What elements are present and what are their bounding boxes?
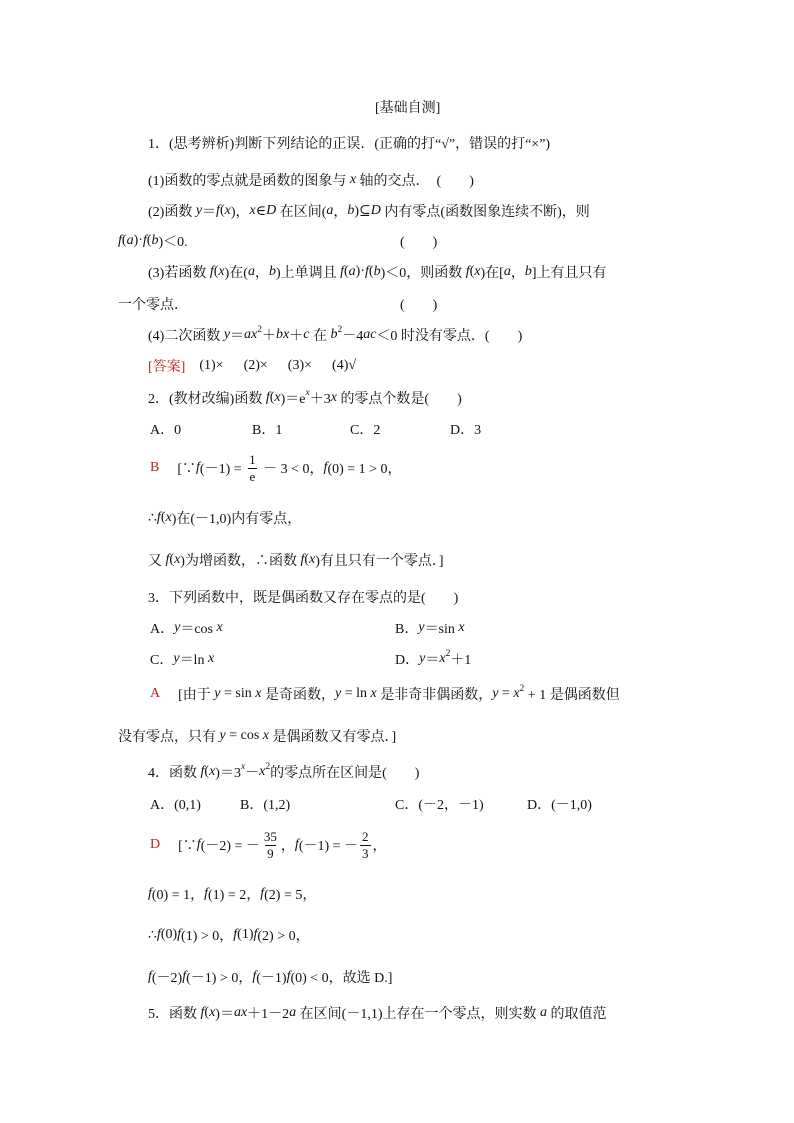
math-variable: f: [300, 552, 305, 567]
answer-item: (4)√: [332, 358, 357, 373]
text-run: ＋: [289, 329, 304, 344]
math-variable: x: [330, 390, 337, 405]
q1-statement-2-answer-blank: ( ): [400, 235, 438, 250]
fraction: [262, 829, 279, 862]
q3-option-b: [395, 618, 465, 638]
math-variable: a: [247, 264, 255, 279]
text-run: (－1) = －: [298, 839, 359, 854]
answer-item: (2)×: [243, 358, 268, 373]
q4-solution-line-4: [148, 967, 392, 987]
text-run: )·: [133, 233, 143, 248]
text-run: (1) > 0，: [181, 929, 234, 944]
text-run: (: [204, 764, 210, 779]
text-run: ，: [372, 839, 387, 854]
text-run: + 1 是偶函数但: [524, 688, 620, 703]
text-run: (1)函数的零点就是函数的图象与: [148, 174, 350, 189]
q2-option-a: A．0: [150, 423, 182, 438]
math-variable: f: [165, 552, 170, 567]
math-variable: x: [259, 764, 266, 779]
text-run: )上单调且: [275, 266, 341, 281]
text-run: (: [469, 264, 475, 279]
text-run: (2)函数: [148, 205, 196, 220]
math-variable: f: [216, 203, 220, 218]
text-run: ]上有且只有: [531, 266, 607, 281]
math-variable: b: [151, 233, 159, 248]
text-run: 轴的交点． ( ): [356, 174, 474, 189]
math-variable: f: [286, 969, 291, 984]
q3-stem: 3．下列函数中，既是偶函数又存在零点的是( ): [148, 591, 459, 606]
q5-stem: [148, 1003, 607, 1023]
math-variable: y: [174, 620, 181, 635]
math-variable: x: [439, 651, 446, 666]
math-variable: f: [200, 1005, 205, 1020]
math-variable: f: [209, 264, 214, 279]
math-variable: ax: [244, 327, 258, 342]
math-variable: y: [219, 728, 226, 743]
superscript: x: [240, 762, 246, 772]
q1-statement-3: [148, 262, 607, 282]
math-variable: b: [524, 264, 532, 279]
math-variable: y: [223, 327, 231, 342]
text-run: )为增函数，∴函数: [180, 554, 301, 569]
text-run: (2) > 0，: [257, 929, 310, 944]
q1-statement-2: [148, 201, 590, 221]
superscript: 2: [445, 649, 451, 659]
math-variable: x: [209, 1005, 216, 1020]
answer-choice-letter: A: [150, 686, 161, 701]
text-run: = ln: [341, 686, 371, 701]
text-run: (3)若函数: [148, 266, 210, 281]
text-run: 在区间(: [276, 205, 327, 220]
text-run: (0): [160, 927, 178, 942]
text-run: ＝: [425, 653, 440, 668]
answer-choice-letter: B: [150, 460, 160, 475]
math-variable: y: [419, 651, 426, 666]
math-variable: f: [177, 927, 182, 942]
math-variable: f: [365, 264, 369, 279]
text-run: ＝: [230, 329, 245, 344]
math-variable: f: [196, 460, 200, 475]
fraction-numerator: 35: [263, 828, 277, 844]
text-run: ∴: [148, 510, 157, 526]
text-run: 又: [148, 554, 166, 569]
text-run: (2) = 5，: [264, 888, 317, 903]
text-run: ＝cos: [180, 622, 217, 637]
text-run: D．: [395, 653, 420, 668]
q3-solution-line-1: [150, 684, 620, 704]
text-run: ，: [333, 205, 348, 220]
math-variable: b: [347, 203, 355, 218]
text-run: ＋1: [450, 653, 472, 668]
text-run: ＋: [262, 329, 277, 344]
q4-solution-line-1: [150, 825, 387, 865]
text-run: (: [121, 233, 127, 248]
math-variable: b: [268, 264, 276, 279]
math-variable: f: [465, 264, 470, 279]
math-variable: f: [200, 764, 205, 779]
math-variable: x: [349, 172, 357, 187]
text-run: (0) < 0，故选 D.]: [290, 971, 393, 986]
math-variable: a: [326, 203, 334, 218]
math-variable: f: [118, 233, 122, 248]
math-variable: f: [156, 510, 161, 525]
text-run: )·: [355, 264, 365, 279]
math-variable: c: [303, 327, 310, 342]
math-variable: x: [274, 390, 281, 405]
q2-solution-line-1: [150, 448, 402, 488]
q2-solution-line-2: [148, 508, 301, 528]
math-variable: x: [207, 651, 215, 666]
section-title: [基础自测]: [375, 101, 441, 116]
text-run: [由于: [164, 688, 215, 703]
math-variable: a: [540, 1005, 547, 1020]
superscript: 2: [257, 325, 263, 335]
math-variable: x: [216, 620, 223, 635]
math-variable: f: [233, 927, 238, 942]
math-variable: f: [142, 233, 147, 248]
math-variable: a: [289, 1005, 297, 1020]
q1-statement-2-continued: [118, 231, 188, 251]
math-variable: y: [418, 620, 425, 635]
fraction-denominator: 9: [267, 845, 274, 861]
q4-option-a: A．(0,1): [150, 798, 201, 813]
text-run: ∈: [255, 203, 267, 219]
text-run: (－1) > 0，: [186, 971, 253, 986]
text-run: [∵: [163, 462, 197, 477]
text-run: (－1) =: [199, 462, 246, 477]
text-run: 是偶函数又有零点．]: [269, 730, 397, 745]
math-variable: f: [156, 927, 161, 942]
text-run: (0) = 1，: [151, 888, 205, 903]
text-run: (: [219, 203, 225, 218]
q3-option-c: [150, 649, 214, 669]
text-run: (: [213, 264, 219, 279]
math-variable: y: [173, 651, 180, 666]
text-run: 的零点所在区间是( ): [270, 766, 420, 781]
text-run: )＜0.: [158, 235, 188, 250]
math-variable: ac: [363, 327, 377, 342]
text-run: 没有零点，只有: [118, 730, 220, 745]
q4-option-d: D．(－1,0): [527, 798, 592, 813]
math-variable: y: [334, 686, 342, 701]
text-run: (: [204, 1005, 210, 1020]
math-variable: a: [503, 264, 511, 279]
q4-option-b: B．(1,2): [240, 798, 291, 813]
text-run: )＜0，则函数: [380, 266, 466, 281]
q2-solution-line-3: [148, 550, 444, 570]
text-run: )有且只有一个零点．]: [315, 554, 444, 569]
text-run: ＋3: [309, 392, 331, 407]
answer-item: (1)×: [199, 358, 224, 373]
q2-option-d: D．3: [450, 423, 482, 438]
math-variable: x: [370, 686, 377, 701]
fraction-numerator: 2: [362, 828, 369, 844]
answer-choice-letter: D: [150, 837, 161, 852]
text-run: 的零点个数是( ): [336, 392, 462, 407]
text-run: 2．(教材改编)函数: [148, 392, 266, 407]
text-run: ，: [254, 266, 269, 281]
text-run: )在[: [480, 266, 504, 281]
math-variable: x: [209, 764, 216, 779]
text-run: (: [169, 552, 175, 567]
math-variable: x: [174, 552, 181, 567]
q1-statement-4: [148, 325, 522, 345]
q2-stem: [148, 388, 462, 408]
math-variable: f: [260, 886, 265, 901]
math-variable: f: [252, 969, 257, 984]
text-run: )在(: [224, 266, 248, 281]
text-run: = cos: [225, 728, 263, 743]
text-run: C．: [150, 653, 174, 668]
math-variable: f: [148, 969, 152, 984]
math-variable: f: [323, 460, 328, 475]
math-variable: f: [204, 886, 209, 901]
text-run: ，: [280, 839, 295, 854]
text-run: (0) = 1 > 0，: [327, 462, 402, 477]
math-variable: y: [195, 203, 203, 218]
math-variable: ax: [233, 1005, 248, 1020]
text-run: )，: [230, 205, 250, 220]
text-run: 5．函数: [148, 1007, 201, 1022]
text-run: )＝3: [215, 766, 241, 781]
q1-stem: 1．(思考辨析)判断下列结论的正误．(正确的打“√”，错误的打“×”): [148, 137, 551, 152]
math-variable: a: [348, 264, 356, 279]
fraction: [247, 452, 258, 485]
math-variable: b: [373, 264, 381, 279]
text-run: 是非奇非偶函数，: [376, 688, 493, 703]
text-run: B．: [395, 622, 419, 637]
math-variable: f: [253, 927, 258, 942]
math-variable: x: [218, 264, 225, 279]
text-run: (: [344, 264, 349, 279]
text-run: (: [368, 264, 374, 279]
text-run: = sin: [220, 686, 256, 701]
math-variable: bx: [276, 327, 290, 342]
text-run: =: [498, 686, 514, 701]
text-run: (1): [237, 927, 254, 942]
text-run: )＝: [215, 1007, 234, 1022]
q1-answer: [148, 356, 376, 376]
superscript: 2: [337, 325, 343, 335]
math-variable: D: [266, 203, 277, 218]
text-run: ＋1－2: [247, 1007, 290, 1022]
math-variable: f: [265, 390, 270, 405]
q1-statement-3-continued: 一个零点．: [118, 298, 188, 313]
text-run: (－1): [256, 971, 287, 986]
math-variable: y: [492, 686, 499, 701]
math-variable: x: [165, 510, 172, 525]
fraction-numerator: 1: [249, 451, 256, 467]
text-run: ＜0 时没有零点．( ): [376, 329, 523, 344]
superscript: 2: [519, 684, 525, 694]
math-variable: f: [182, 969, 187, 984]
text-run: －4: [342, 329, 364, 344]
text-run: )⊆: [354, 203, 371, 219]
fraction: [360, 829, 371, 862]
text-run: )＝e: [280, 392, 306, 407]
text-run: (: [304, 552, 310, 567]
fraction-denominator: e: [249, 468, 256, 484]
text-run: )在(－1,0)内有零点，: [171, 512, 302, 527]
text-run: 在区间(－1,1)上存在一个零点，则实数: [296, 1007, 540, 1022]
math-variable: x: [474, 264, 481, 279]
text-run: (－2): [151, 971, 183, 986]
text-run: ，: [510, 266, 525, 281]
math-variable: f: [340, 264, 344, 279]
q4-option-c: C．(－2，－1): [395, 798, 484, 813]
text-run: (: [160, 510, 166, 525]
text-run: (4)二次函数: [148, 329, 224, 344]
text-run: 的取值范: [547, 1007, 607, 1022]
text-run: 内有零点(函数图象连续不断)，则: [380, 205, 590, 220]
text-run: 是奇函数，: [261, 688, 335, 703]
math-variable: D: [370, 203, 381, 218]
text-run: ∴: [148, 927, 157, 943]
math-variable: f: [196, 837, 201, 852]
q4-solution-line-2: [148, 884, 316, 904]
q1-statement-3-answer-blank: ( ): [400, 298, 438, 313]
text-run: (1) = 2，: [208, 888, 261, 903]
math-variable: x: [513, 686, 520, 701]
answer-item: (3)×: [287, 358, 313, 373]
q2-option-c: C．2: [350, 423, 381, 438]
math-variable: x: [224, 203, 231, 218]
text-run: ＝ln: [179, 653, 208, 668]
text-run: ＝: [202, 205, 217, 220]
q3-option-d: [395, 649, 471, 669]
text-run: A．: [150, 622, 175, 637]
q4-solution-line-3: [148, 925, 310, 945]
math-variable: f: [148, 886, 152, 901]
math-variable: x: [262, 728, 269, 743]
math-variable: a: [126, 233, 134, 248]
math-variable: x: [458, 620, 465, 635]
q2-option-b: B．1: [252, 423, 283, 438]
math-variable: x: [309, 552, 316, 567]
q4-stem: [148, 762, 419, 782]
answer-label: [答案]: [148, 360, 186, 375]
q1-statement-1: [148, 170, 474, 190]
text-run: － 3 < 0，: [259, 462, 324, 477]
text-run: 在: [309, 329, 331, 344]
math-variable: f: [294, 837, 299, 852]
text-run: [∵: [164, 839, 197, 854]
math-variable: b: [330, 327, 338, 342]
fraction-denominator: 3: [362, 845, 369, 861]
q3-option-a: [150, 618, 223, 638]
math-variable: x: [255, 686, 262, 701]
math-variable: x: [249, 203, 256, 218]
text-run: (: [146, 233, 152, 248]
math-variable: y: [214, 686, 221, 701]
text-run: (－2) = －: [200, 839, 260, 854]
text-run: 4．函数: [148, 766, 201, 781]
superscript: 2: [265, 762, 271, 772]
q3-solution-line-2: [118, 726, 396, 746]
text-run: ＝sin: [424, 622, 459, 637]
text-run: －: [245, 766, 260, 781]
superscript: x: [305, 388, 310, 398]
text-run: (: [269, 390, 275, 405]
